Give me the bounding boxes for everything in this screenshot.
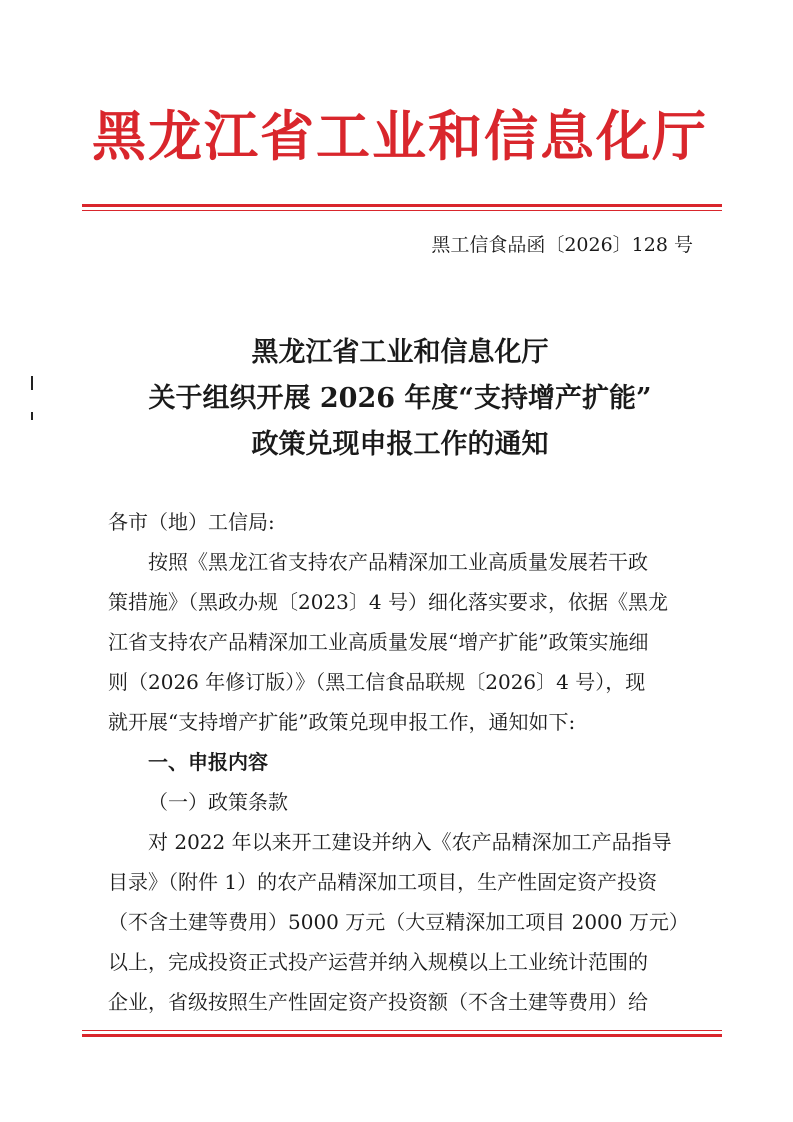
document-body — [108, 502, 698, 1022]
title-line: 黑龙江省工业和信息化厅 — [251, 337, 549, 368]
agency-header: 黑龙江省工业和信息化厅 — [92, 104, 708, 168]
title-line: 政策兑现申报工作的通知 — [251, 429, 549, 460]
document-number: 黑工信食品函〔2026〕128 号 — [431, 234, 693, 256]
document-title — [80, 330, 720, 468]
salutation: 各市（地）工信局: — [108, 510, 275, 534]
paragraph-line: 目录》（附件 1）的农产品精深加工项目，生产性固定资产投资 — [108, 870, 658, 894]
paragraph-line: 江省支持农产品精深加工业高质量发展“增产扩能”政策实施细 — [108, 630, 649, 654]
margin-mark — [31, 412, 33, 420]
title-line: 关于组织开展 2026 年度“支持增产扩能” — [148, 383, 652, 414]
paragraph-line: 企业，省级按照生产性固定资产投资额（不含土建等费用）给 — [108, 990, 648, 1014]
paragraph-line: 就开展“支持增产扩能”政策兑现申报工作，通知如下: — [108, 710, 576, 734]
paragraph-line: （不含土建等费用）5000 万元（大豆精深加工项目 2000 万元） — [108, 910, 689, 934]
footer-rule-thin — [82, 1030, 722, 1031]
paragraph-line: 按照《黑龙江省支持农产品精深加工业高质量发展若干政 — [148, 550, 648, 574]
section-heading: 一、申报内容 — [148, 750, 268, 774]
subsection-heading: （一）政策条款 — [148, 790, 288, 814]
footer-rule — [82, 1034, 722, 1037]
header-rule — [82, 204, 722, 207]
paragraph-line: 策措施》（黑政办规〔2023〕4 号）细化落实要求，依据《黑龙 — [108, 590, 668, 614]
paragraph-line: 以上，完成投资正式投产运营并纳入规模以上工业统计范围的 — [108, 950, 648, 974]
paragraph-line: 则（2026 年修订版）》（黑工信食品联规〔2026〕4 号），现 — [108, 670, 646, 694]
header-rule-thin — [82, 210, 722, 211]
paragraph-line: 对 2022 年以来开工建设并纳入《农产品精深加工产品指导 — [148, 830, 672, 854]
margin-mark — [31, 376, 33, 390]
